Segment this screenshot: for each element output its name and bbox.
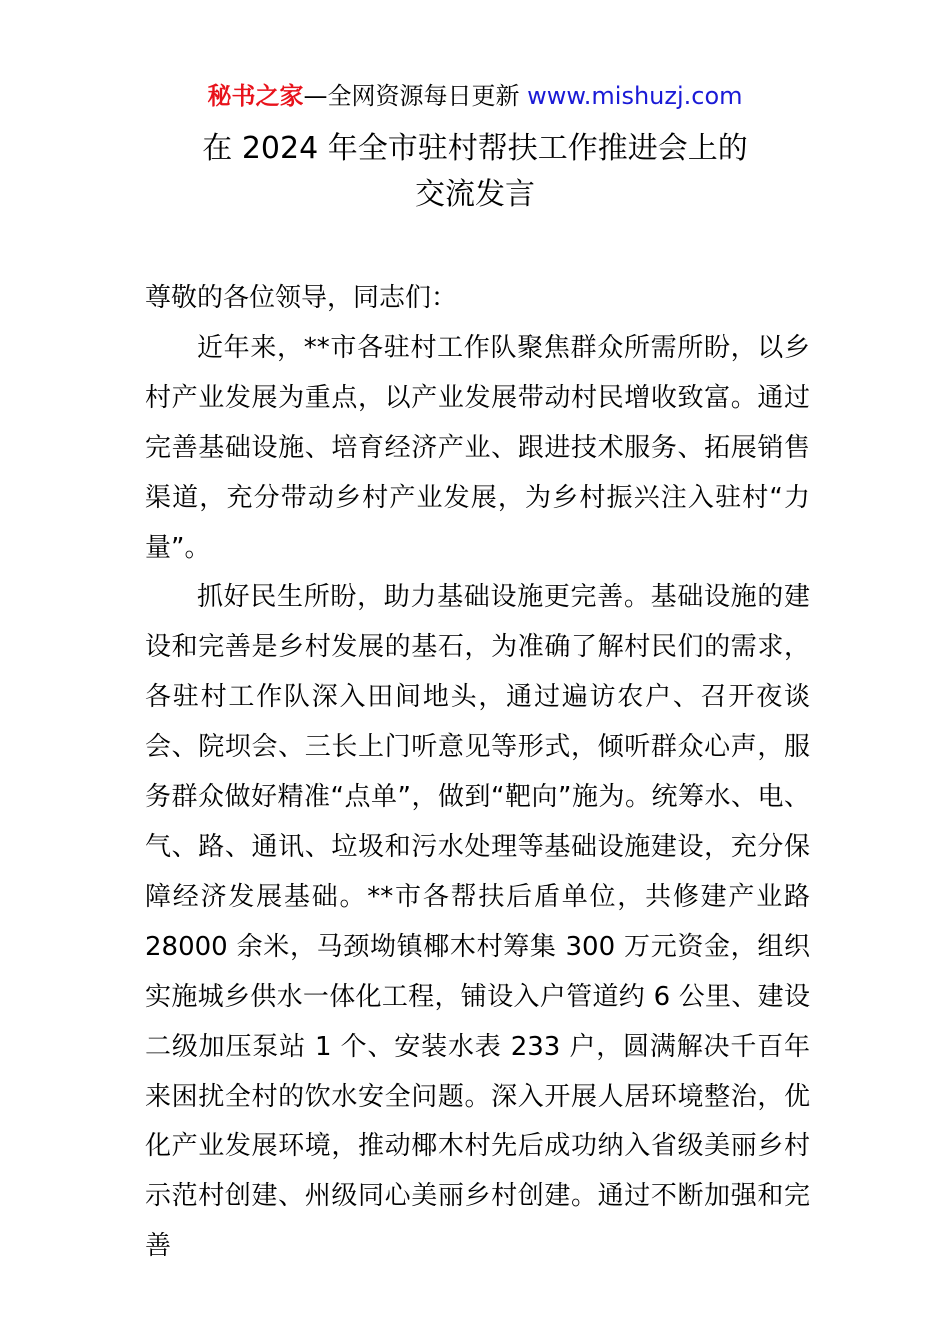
document-body	[145, 274, 810, 1272]
document-title	[0, 126, 950, 218]
site-banner	[0, 78, 950, 114]
banner-tagline: —全网资源每日更新	[303, 82, 528, 110]
title-line-1: 在 2024 年全市驻村帮扶工作推进会上的	[202, 131, 748, 166]
banner-brand: 秘书之家	[207, 82, 304, 110]
paragraph-2: 抓好民生所盼，助力基础设施更完善。基础设施的建设和完善是乡村发展的基石，为准确了解村民们的需求，各驻村工作队深入田间地头，通过遍访农户、召开夜谈会、院坝会、三长上门听意见等形式，倾听群众心声，服务群众做好精准“点单”，做到“靶向”施为。统筹水、电、气、路、通讯、垃圾和污水处理等基础设施建设，充分保障经济发展基础。**市各帮扶后盾单位，共修建产业路 28000 余米，马颈坳镇椰木村筹集 300 万元资金，组织实施城乡供水一体化工程，铺设入户管道约 6 公里、建设二级加压泵站 1 个、安装水表 233 户，圆满解决千百年来困扰全村的饮水安全问题。深入开展人居环境整治，优化产业发展环境，推动椰木村先后成功纳入省级美丽乡村示范村创建、州级同心美丽乡村创建。通过不断加强和完善	[145, 582, 810, 1262]
banner-site-url[interactable]: www.mishuzj.com	[527, 82, 743, 110]
salutation: 尊敬的各位领导，同志们：	[145, 283, 458, 313]
paragraph-1: 近年来，**市各驻村工作队聚焦群众所需所盼，以乡村产业发展为重点，以产业发展带动村民增收致富。通过完善基础设施、培育经济产业、跟进技术服务、拓展销售渠道，充分带动乡村产业发展，为乡村振兴注入驻村“力量”。	[145, 332, 810, 563]
title-line-2: 交流发言	[415, 177, 535, 212]
